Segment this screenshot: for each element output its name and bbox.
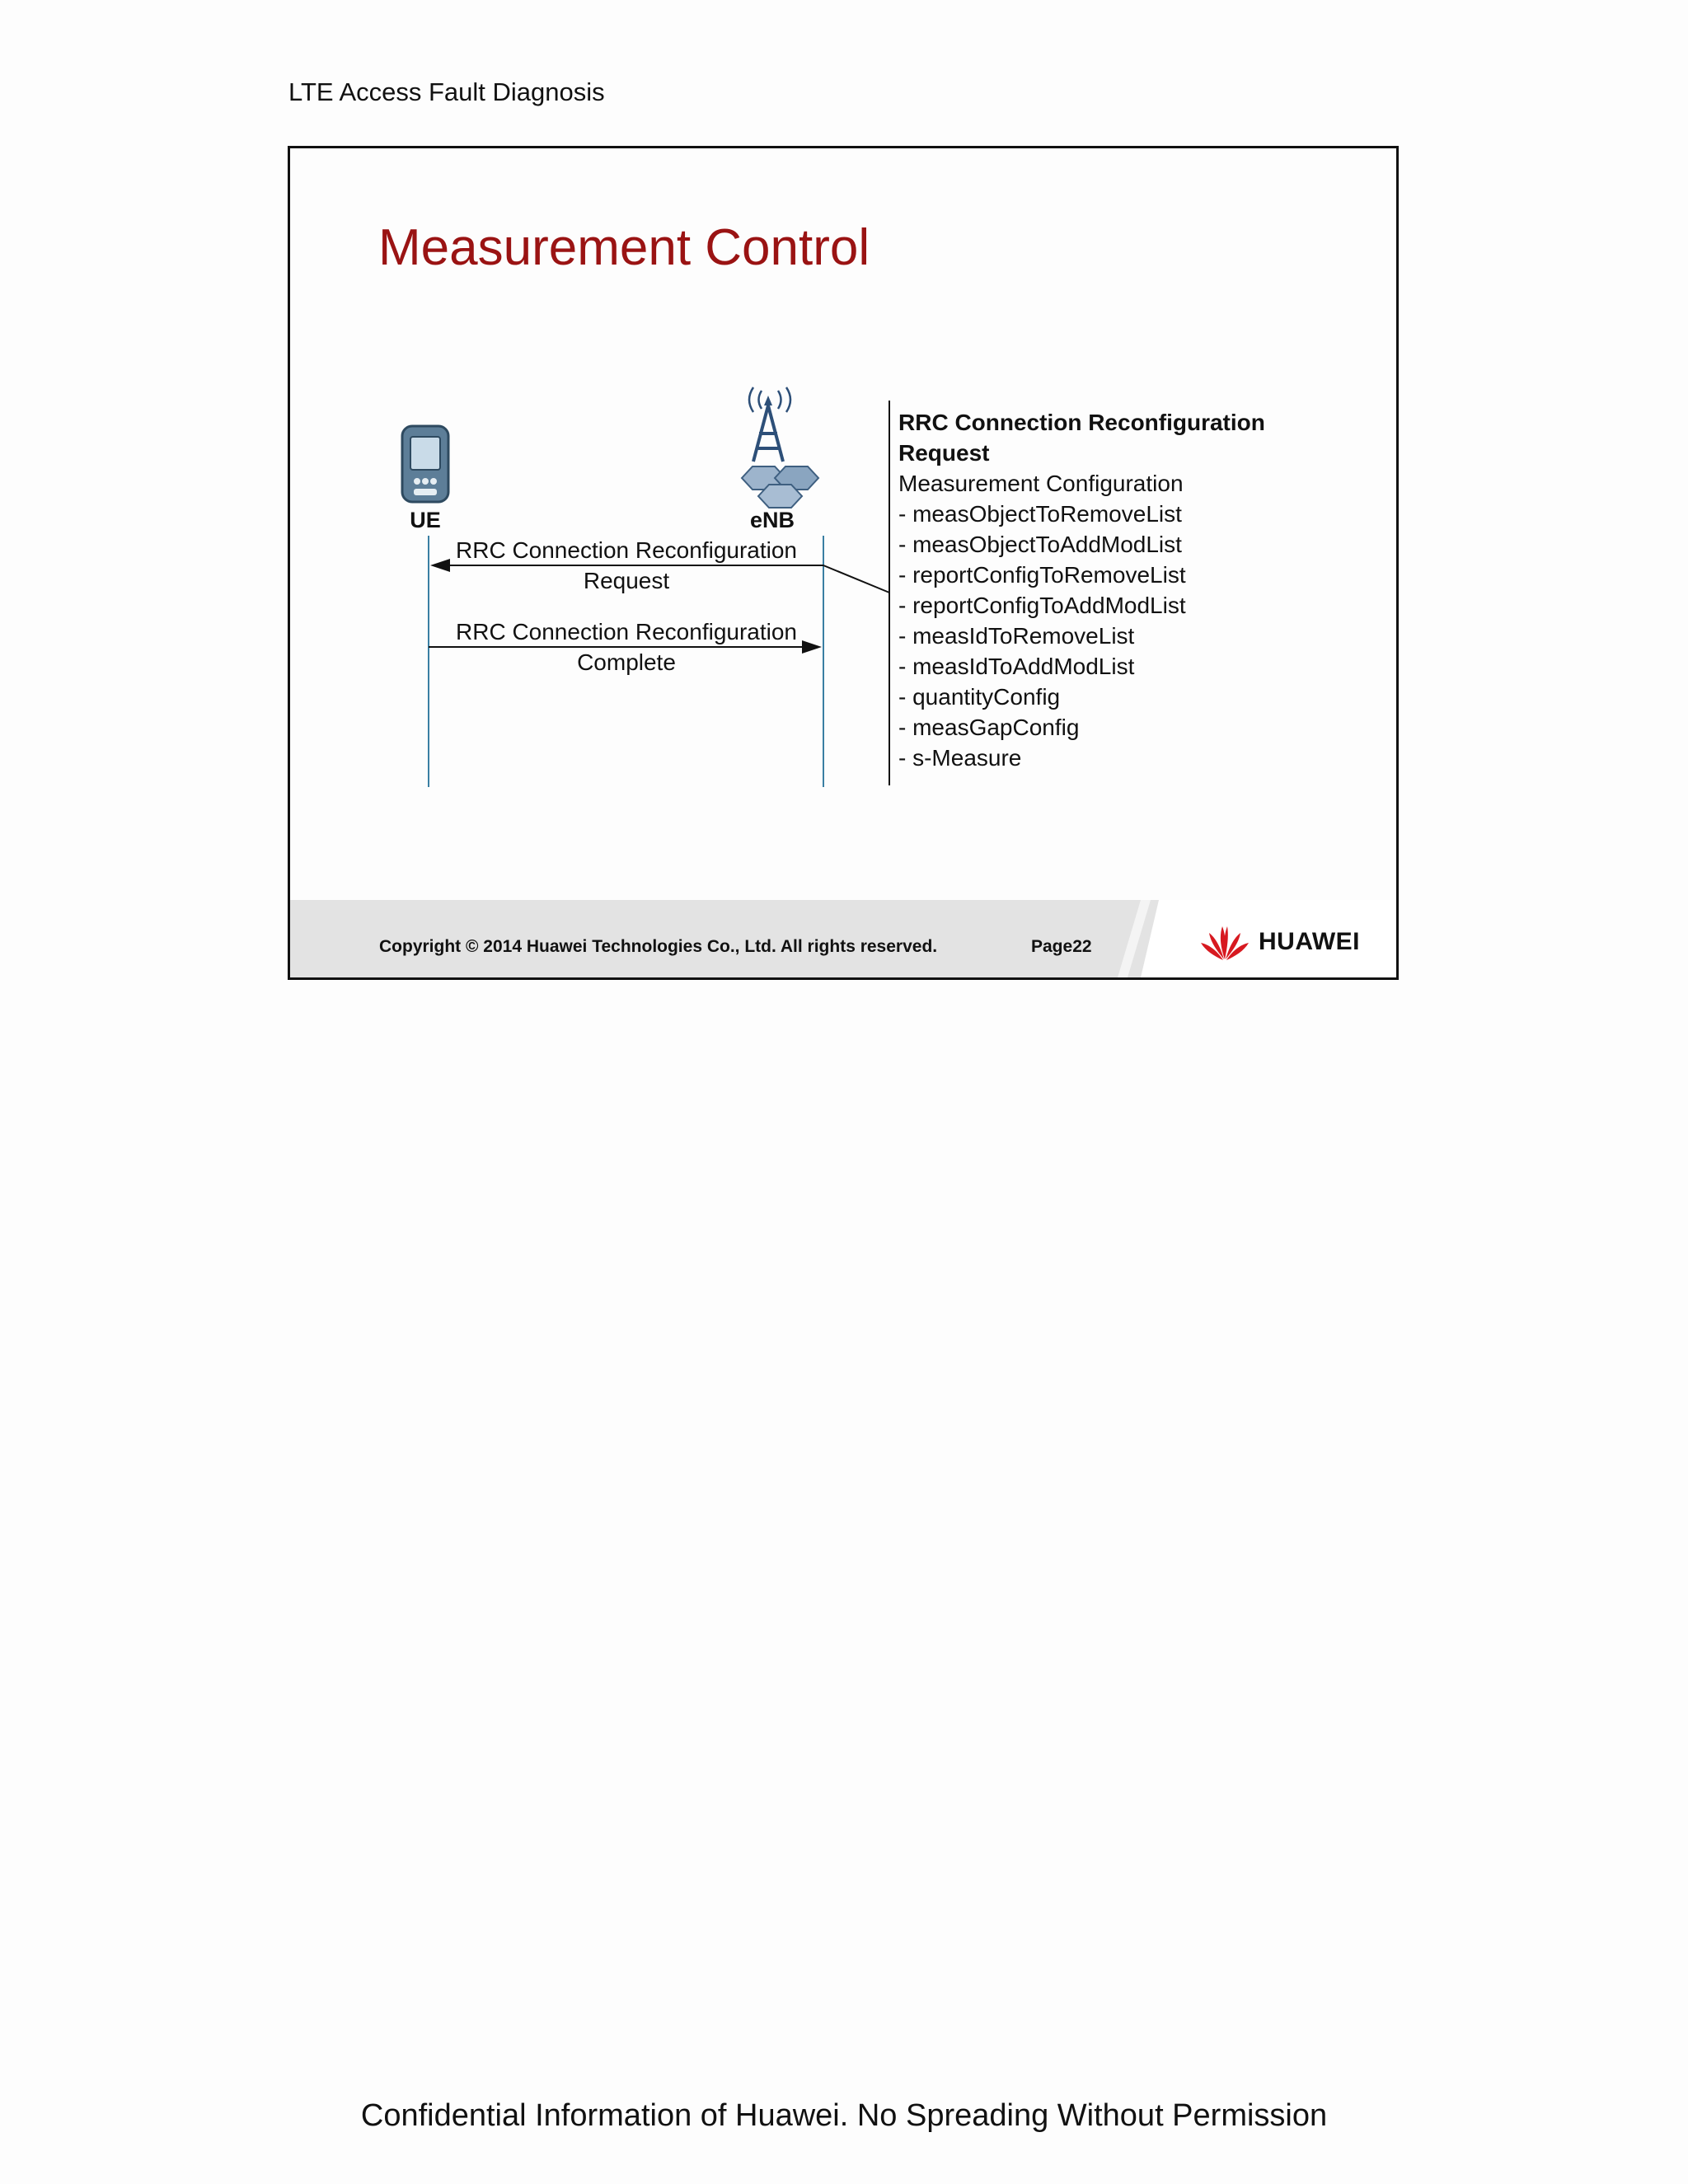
list-item: - measObjectToRemoveList bbox=[898, 501, 1182, 527]
message-1-arrowhead bbox=[430, 559, 450, 572]
brand-name: HUAWEI bbox=[1259, 928, 1360, 955]
info-header-line1: RRC Connection Reconfiguration bbox=[898, 410, 1265, 435]
list-item: - reportConfigToAddModList bbox=[898, 593, 1186, 618]
ue-label: UE bbox=[410, 508, 441, 532]
huawei-flower-icon bbox=[1199, 923, 1250, 961]
message-1-label-line1: RRC Connection Reconfiguration bbox=[456, 537, 797, 563]
message-2-label-line2: Complete bbox=[577, 649, 676, 675]
list-item: - quantityConfig bbox=[898, 684, 1061, 710]
list-item: - measIdToRemoveList bbox=[898, 623, 1135, 649]
list-item: - measObjectToAddModList bbox=[898, 532, 1182, 557]
info-connector-line bbox=[823, 565, 889, 593]
base-station-icon bbox=[742, 396, 818, 508]
copyright-text: Copyright © 2014 Huawei Technologies Co., Ltd. All rights reserved. bbox=[379, 937, 938, 956]
info-box bbox=[898, 407, 1265, 773]
huawei-logo bbox=[1199, 923, 1360, 961]
slide-footer bbox=[290, 900, 1396, 977]
message-2-arrowhead bbox=[802, 640, 822, 654]
confidential-notice: Confidential Information of Huawei. No Spreading Without Permission bbox=[360, 2098, 1328, 2133]
document-header: LTE Access Fault Diagnosis bbox=[288, 77, 605, 106]
slide-title: Measurement Control bbox=[378, 219, 870, 276]
message-1-label-line2: Request bbox=[583, 568, 670, 593]
list-item: - s-Measure bbox=[898, 745, 1022, 771]
enb-label: eNB bbox=[749, 508, 795, 532]
mobile-phone-icon bbox=[402, 426, 448, 502]
list-item: - reportConfigToRemoveList bbox=[898, 562, 1186, 588]
page-number: Page22 bbox=[1031, 937, 1092, 956]
info-header-line2: Request bbox=[898, 440, 990, 466]
list-item: - measIdToAddModList bbox=[898, 654, 1135, 679]
list-item: - measGapConfig bbox=[898, 715, 1080, 740]
slide bbox=[288, 146, 1399, 980]
message-2-label-line1: RRC Connection Reconfiguration bbox=[456, 619, 797, 644]
info-subheader: Measurement Configuration bbox=[898, 471, 1184, 496]
